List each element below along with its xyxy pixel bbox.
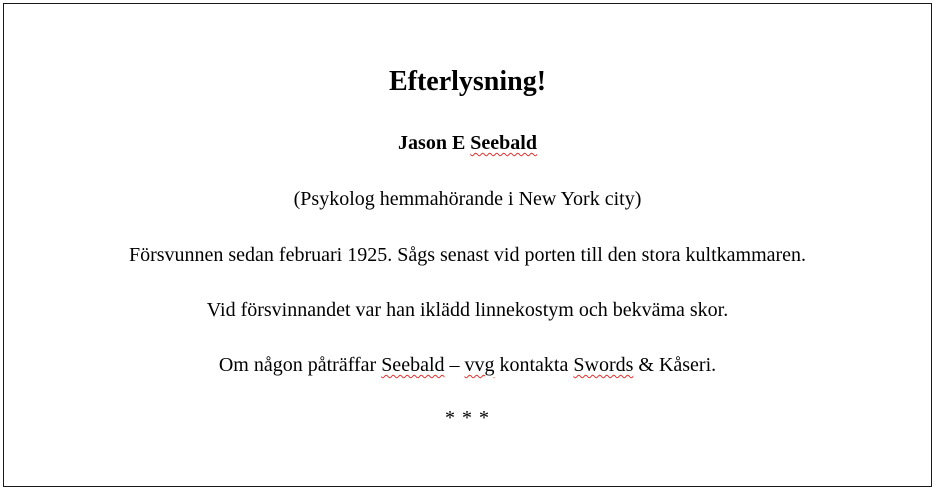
- ending-asterisks: * * *: [445, 407, 490, 429]
- paragraph-clothing: Vid försvinnandet var han iklädd linnekostym och bekväma skor.: [206, 299, 729, 321]
- document-page: [3, 3, 932, 487]
- contact-word-seebald: Seebald: [381, 354, 445, 376]
- contact-word-swords: Swords: [573, 354, 634, 376]
- name-last-misspelled: Seebald: [470, 132, 537, 154]
- contact-text-2: –: [444, 354, 465, 376]
- contact-word-vvg: vvg: [464, 354, 495, 376]
- contact-line: [4, 352, 931, 378]
- name-first: Jason E: [398, 132, 471, 154]
- contact-text-3: kontakta: [494, 354, 574, 376]
- contact-text-1: Om någon påträffar: [218, 354, 382, 376]
- document-title: Efterlysning!: [388, 66, 547, 97]
- paragraph-disappearance: Försvunnen sedan februari 1925. Sågs senast vid porten till den stora kultkammaren.: [128, 244, 807, 266]
- document-content: [4, 4, 931, 486]
- subtitle: (Psykolog hemmahörande i New York city): [293, 188, 642, 210]
- contact-text-4: & Kåseri.: [633, 354, 717, 376]
- missing-person-name: [4, 130, 931, 156]
